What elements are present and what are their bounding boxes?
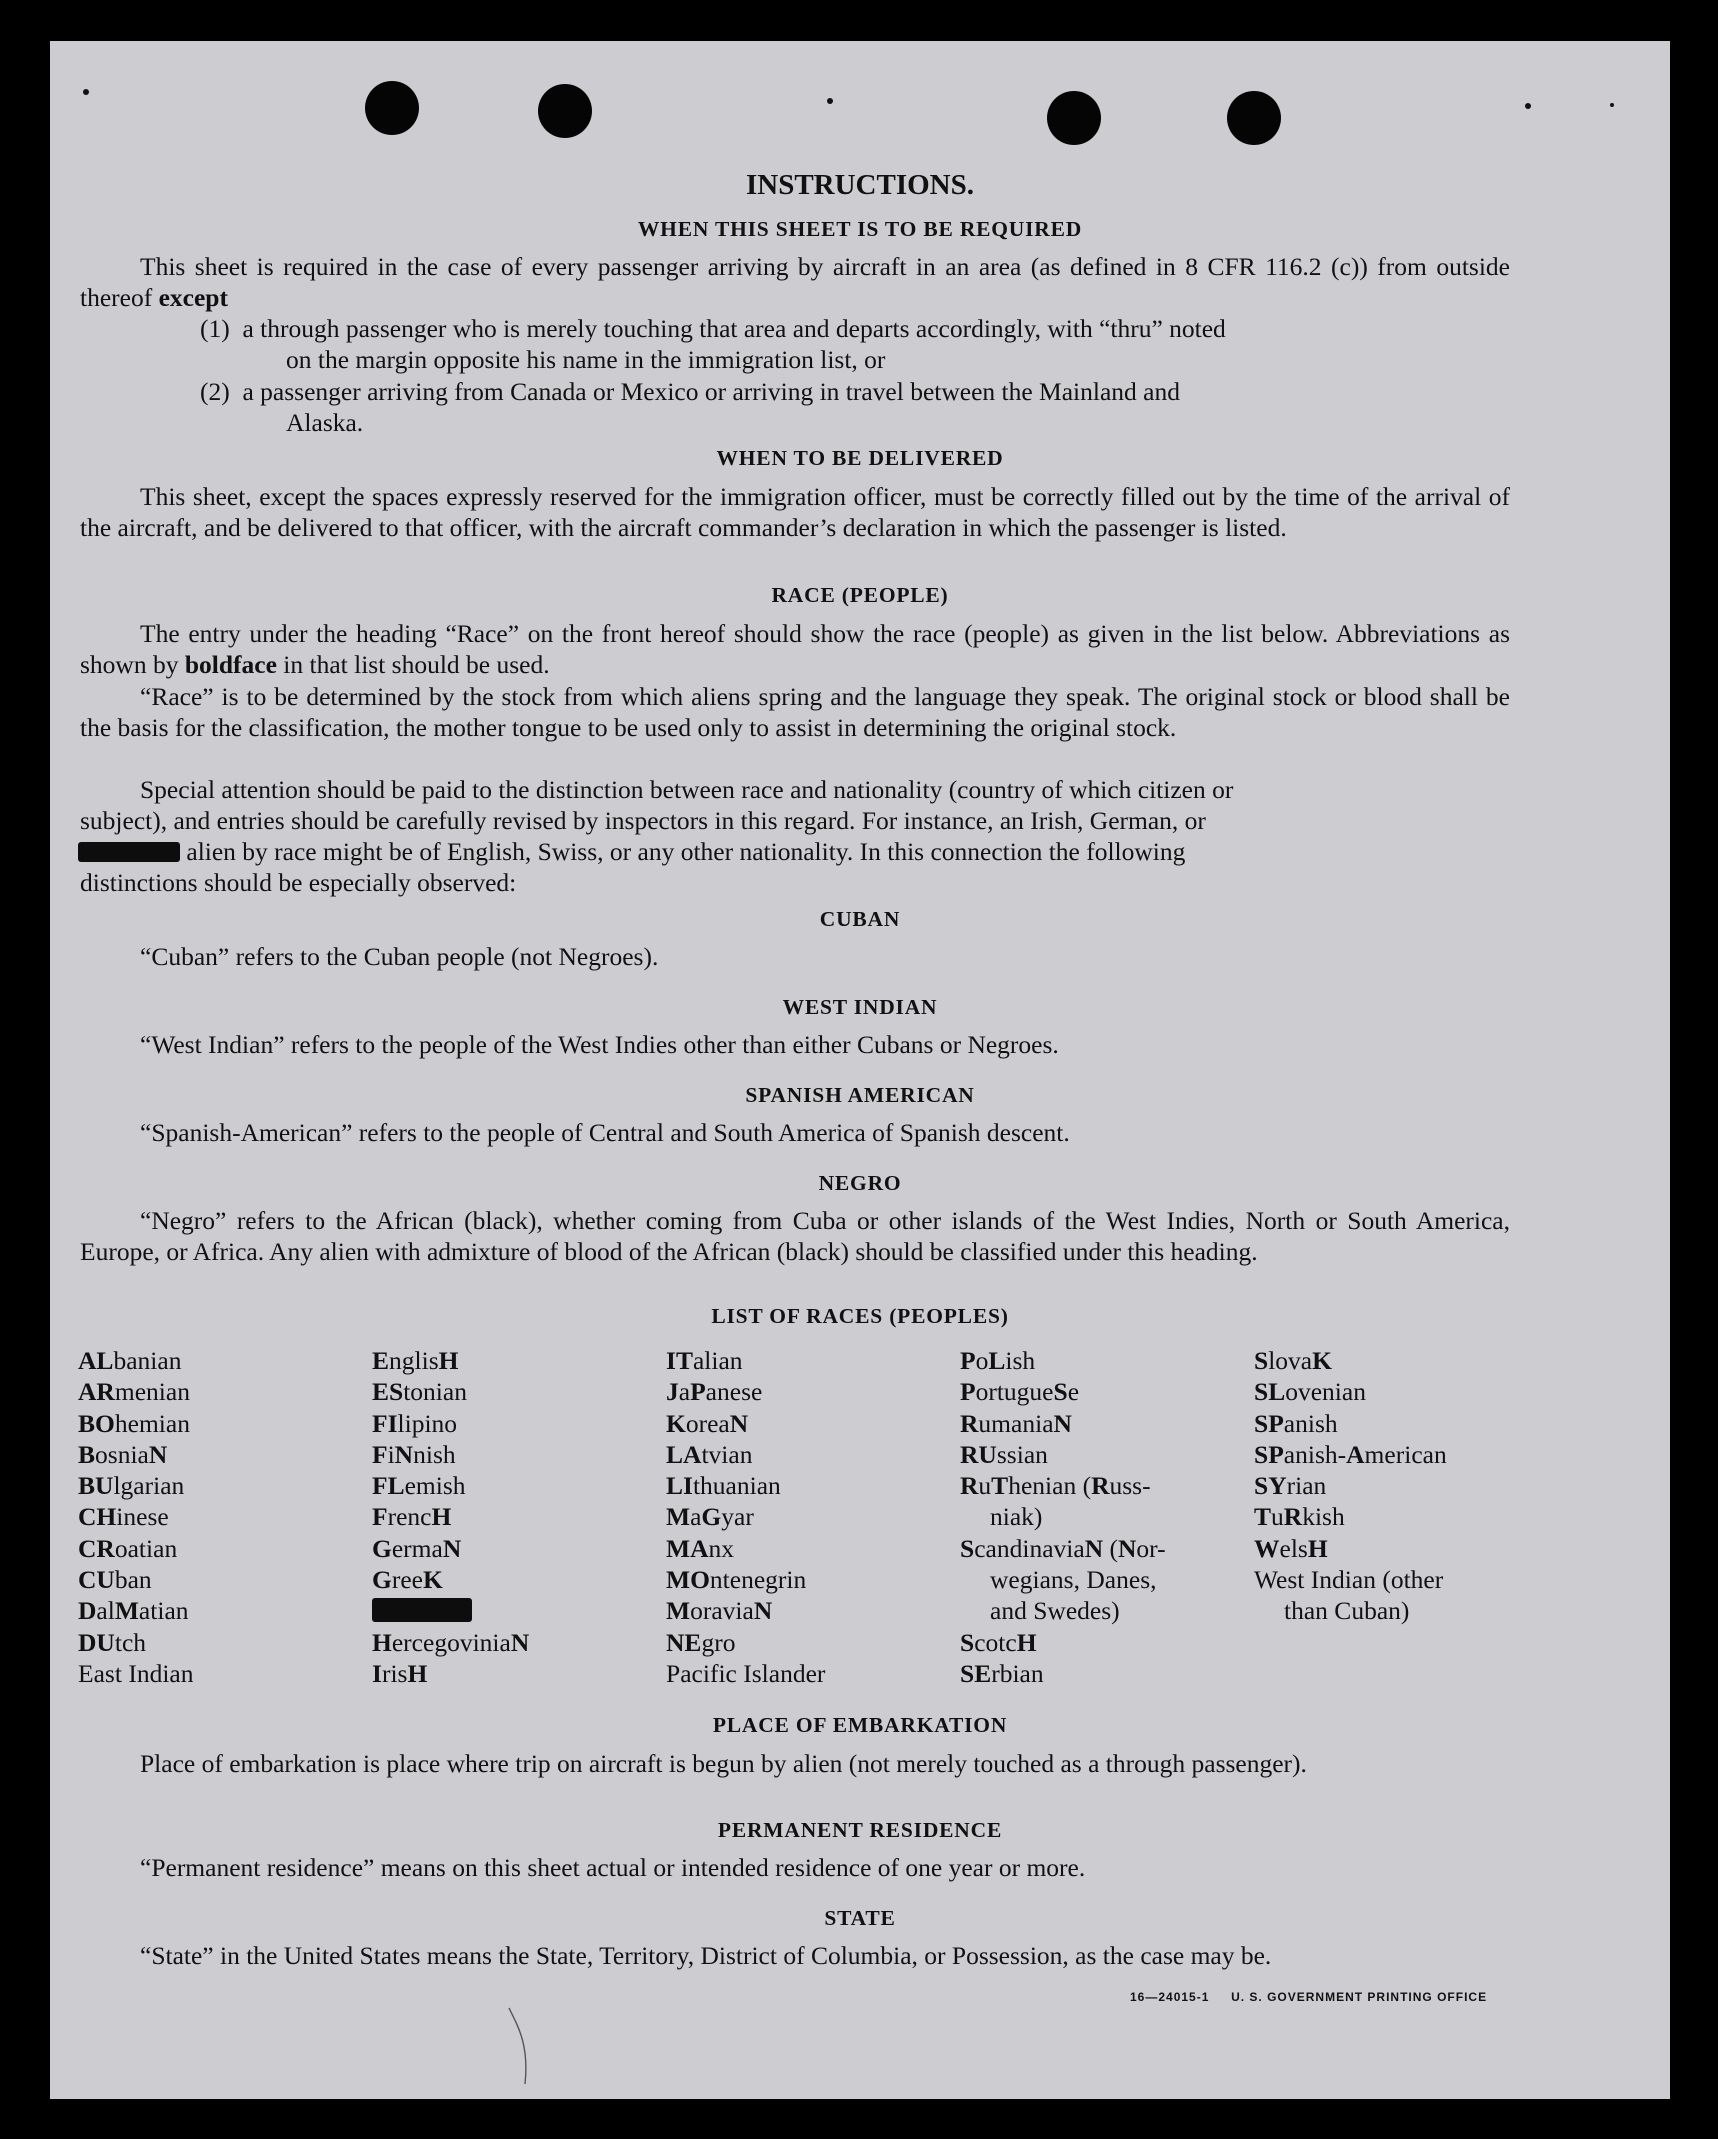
- residence-text: “Permanent residence” means on this sheet actual or intended residence of one year or more.: [140, 1853, 1086, 1882]
- race-paragraph-3-line-3: alien by race might be of English, Swiss, or any other nationality. In this connection the following: [80, 836, 1510, 867]
- race-list-item: niak): [990, 1502, 1043, 1532]
- race-list-item: NEgro: [666, 1627, 736, 1657]
- race-paragraph-3-line-1: Special attention should be paid to the distinction between race and nationality (country of which citizen or: [140, 775, 1234, 804]
- embarkation-text: Place of embarkation is place where trip on aircraft is begun by alien (not merely touched as a through passenger).: [140, 1749, 1307, 1778]
- race-list-item: KoreaN: [666, 1408, 749, 1438]
- race-list-item: GreeK: [372, 1565, 443, 1595]
- race-list-item: CRoatian: [78, 1533, 178, 1563]
- when-required-text: This sheet is required in the case of every passenger arriving by aircraft in an area (as defined in 8 CFR 116.2 (c)) from outside thereof except: [80, 252, 1510, 313]
- exception-item-1: (1) a through passenger who is merely touching that area and departs accordingly, with “thru” noted: [200, 314, 1226, 343]
- race-list-item: PoLish: [960, 1346, 1036, 1375]
- race-list-item: TuRkish: [1254, 1502, 1345, 1532]
- punch-hole: [538, 84, 592, 138]
- race-column: [372, 1345, 529, 1689]
- spanish-american-text: “Spanish-American” refers to the people of Central and South America of Spanish descent.: [140, 1118, 1070, 1147]
- race-list-item: SlovaK: [1254, 1346, 1332, 1375]
- race-list-item: MAnx: [666, 1533, 734, 1563]
- cuban-text: “Cuban” refers to the Cuban people (not Negroes).: [140, 942, 659, 971]
- state-heading: STATE: [824, 1906, 896, 1930]
- list-of-races-heading: LIST OF RACES (PEOPLES): [711, 1304, 1009, 1328]
- race-list-item: LAtvian: [666, 1439, 753, 1469]
- race-list-item: SErbian: [960, 1658, 1044, 1688]
- race-list-item: FiNnish: [372, 1439, 456, 1469]
- race-list-item: BUlgarian: [78, 1471, 185, 1501]
- race-column: [1254, 1345, 1447, 1627]
- race-list-item: ALbanian: [78, 1346, 182, 1375]
- residence-heading: PERMANENT RESIDENCE: [717, 1818, 1003, 1842]
- negro-heading: NEGRO: [818, 1171, 902, 1195]
- race-list-item: MaGyar: [666, 1502, 754, 1532]
- punch-hole: [1227, 91, 1281, 145]
- redaction: [78, 842, 180, 862]
- punch-hole: [365, 81, 419, 135]
- race-list-item: RuThenian (Russ-: [960, 1471, 1151, 1501]
- race-paragraph-3-line-2: subject), and entries should be carefully revised by inspectors in this regard. For instance, an Irish, German, or: [80, 806, 1206, 835]
- west-indian-heading: WEST INDIAN: [782, 995, 938, 1019]
- race-list-item: BosniaN: [78, 1439, 168, 1469]
- race-list-item: RumaniaN: [960, 1408, 1072, 1438]
- race-column: [960, 1345, 1166, 1689]
- race-list-item: HercegoviniaN: [372, 1627, 530, 1657]
- race-list-item: and Swedes): [990, 1596, 1120, 1626]
- race-list-item: SPanish-American: [1254, 1439, 1447, 1469]
- race-list-item: CHinese: [78, 1502, 169, 1532]
- speck: [83, 89, 89, 95]
- race-list-item: ScotcH: [960, 1627, 1037, 1657]
- race-list-item: Pacific Islander: [666, 1658, 826, 1688]
- race-list-item: PortugueSe: [960, 1377, 1080, 1407]
- race-list-item: LIthuanian: [666, 1471, 781, 1501]
- exception-item-2: (2) a passenger arriving from Canada or Mexico or arriving in travel between the Mainland and: [200, 377, 1180, 406]
- race-column: [78, 1345, 193, 1689]
- race-paragraph-3-line-4: distinctions should be especially observed:: [80, 868, 517, 897]
- embarkation-heading: PLACE OF EMBARKATION: [712, 1713, 1008, 1737]
- printer-imprint: 16—24015-1 U. S. GOVERNMENT PRINTING OFFICE: [1130, 1990, 1488, 2004]
- race-list-item: than Cuban): [1284, 1596, 1410, 1626]
- redaction: [372, 1598, 472, 1622]
- race-heading: RACE (PEOPLE): [771, 583, 949, 607]
- race-paragraph-1: The entry under the heading “Race” on the front hereof should show the race (people) as given in the list below. Abbreviations as shown by boldface in that list should be used.: [80, 619, 1510, 680]
- when-delivered-heading: WHEN TO BE DELIVERED: [716, 446, 1004, 470]
- race-list-item: West Indian (other: [1254, 1565, 1444, 1595]
- speck: [1525, 103, 1531, 109]
- race-list-item: ARmenian: [78, 1377, 190, 1407]
- instructions-title: INSTRUCTIONS.: [745, 169, 975, 201]
- west-indian-text: “West Indian” refers to the people of the West Indies other than either Cubans or Negroes.: [140, 1030, 1059, 1059]
- when-required-heading: WHEN THIS SHEET IS TO BE REQUIRED: [637, 217, 1083, 241]
- race-list-item: CUban: [78, 1565, 152, 1595]
- race-list-item: SPanish: [1254, 1408, 1338, 1438]
- race-list-item: ITalian: [666, 1346, 743, 1375]
- speck: [1610, 103, 1614, 107]
- race-list-item: SYrian: [1254, 1471, 1327, 1501]
- race-list-item: DalMatian: [78, 1596, 189, 1626]
- instruction-sheet: [50, 41, 1670, 2099]
- race-list-item: EnglisH: [372, 1346, 459, 1375]
- race-list-item: wegians, Danes,: [990, 1565, 1157, 1595]
- when-delivered-text: This sheet, except the spaces expressly reserved for the immigration officer, must be correctly filled out by the time of the arrival of the aircraft, and be delivered to that officer, with the aircraft commander’s declaration in which the passenger is listed.: [80, 482, 1510, 543]
- race-list-item: MOntenegrin: [666, 1565, 807, 1595]
- race-list-item: MoraviaN: [666, 1596, 773, 1626]
- race-list-item: FLemish: [372, 1471, 466, 1501]
- speck: [827, 98, 833, 104]
- punch-hole: [1047, 91, 1101, 145]
- negro-text: “Negro” refers to the African (black), whether coming from Cuba or other islands of the West Indies, North or South America, Europe, or Africa. Any alien with admixture of blood of the African (black) should be classified under this heading.: [80, 1206, 1510, 1267]
- race-list-item: ScandinaviaN (Nor-: [960, 1533, 1166, 1563]
- race-list-item: EStonian: [372, 1377, 467, 1407]
- race-list-item: [372, 1595, 529, 1626]
- race-list-item: IrisH: [372, 1658, 428, 1688]
- exception-item-1-continued: on the margin opposite his name in the immigration list, or: [286, 345, 886, 374]
- state-text: “State” in the United States means the State, Territory, District of Columbia, or Possession, as the case may be.: [140, 1941, 1272, 1970]
- race-paragraph-2: “Race” is to be determined by the stock from which aliens spring and the language they speak. The original stock or blood shall be the basis for the classification, the mother tongue to be used only to assist in determining the original stock.: [80, 682, 1510, 743]
- pencil-mark: [505, 2006, 535, 2086]
- race-list-item: GermaN: [372, 1533, 462, 1563]
- race-list-item: East Indian: [78, 1658, 194, 1688]
- race-list-item: DUtch: [78, 1627, 147, 1657]
- race-list-item: BOhemian: [78, 1408, 190, 1438]
- race-list-item: FrencH: [372, 1502, 452, 1532]
- race-list-item: JaPanese: [666, 1377, 763, 1407]
- race-column: [666, 1345, 825, 1689]
- spanish-american-heading: SPANISH AMERICAN: [745, 1083, 975, 1107]
- race-list-item: SLovenian: [1254, 1377, 1366, 1407]
- race-list-item: FIlipino: [372, 1408, 458, 1438]
- race-list-item: RUssian: [960, 1439, 1048, 1469]
- cuban-heading: CUBAN: [819, 907, 901, 931]
- race-list-item: WelsH: [1254, 1533, 1328, 1563]
- exception-item-2-continued: Alaska.: [286, 408, 364, 437]
